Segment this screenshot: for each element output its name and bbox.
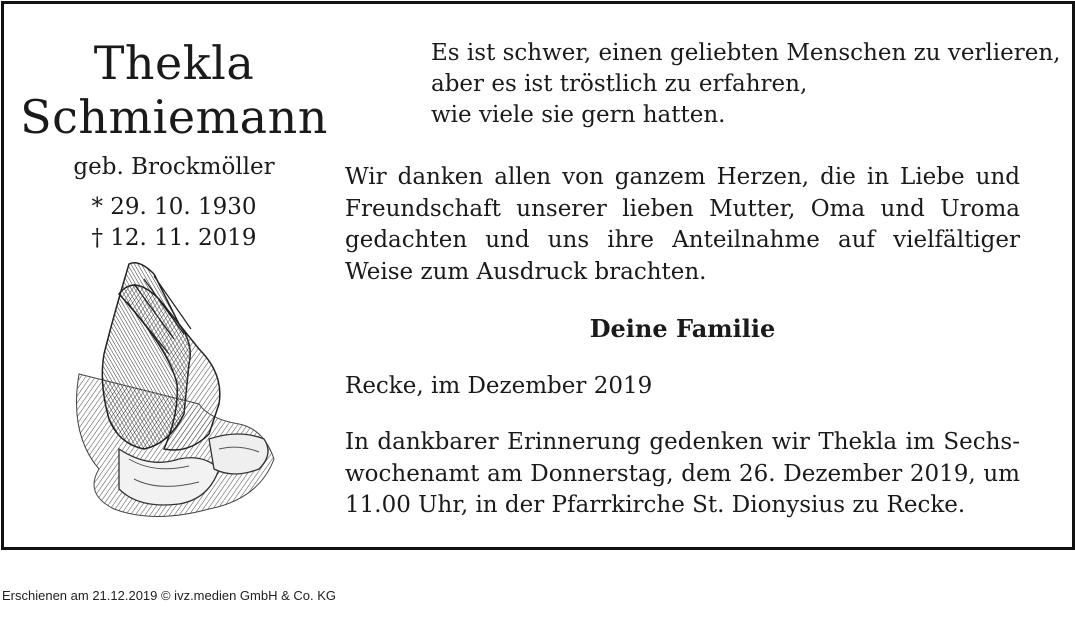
memorial-service-paragraph: In dankbarer Erinnerung gedenken wir Thekla im Sechswochenamt am Donnerstag, dem 26. Dezember 2019, um 11.00 Uhr, in der Pfarrkirche St. Dionysius zu Recke. [345,429,1020,518]
poem [431,38,1060,131]
praying-hands-icon [59,254,284,529]
maiden-name: geb. Brockmöller [73,154,275,180]
poem-line: Es ist schwer, einen geliebten Menschen zu verlieren, [431,40,1061,66]
last-name: Schmiemann [20,90,328,144]
life-dates [4,192,344,254]
poem-line: wie viele sie gern hatten. [431,102,726,128]
place-date: Recke, im Dezember 2019 [345,373,653,399]
publication-footer: Erschienen am 21.12.2019 © ivz.medien GmbH & Co. KG [2,588,337,603]
poem-line: aber es ist tröstlich zu erfahren, [431,71,808,97]
birth-date: * 29. 10. 1930 [91,194,257,220]
obituary-notice [1,1,1075,550]
deceased-column [4,4,344,254]
deceased-name [4,36,344,144]
first-name: Thekla [93,36,255,90]
death-date: † 12. 11. 2019 [91,225,257,251]
thanks-paragraph: Wir danken allen von ganzem Herzen, die in Liebe und Freundschaft unserer lieben Mutter, Oma und Uroma gedachten und uns ihre Anteilnahme auf vielfältiger Weise zum Ausdruck brachten. [345,164,1020,285]
family-signature: Deine Familie [589,314,776,343]
